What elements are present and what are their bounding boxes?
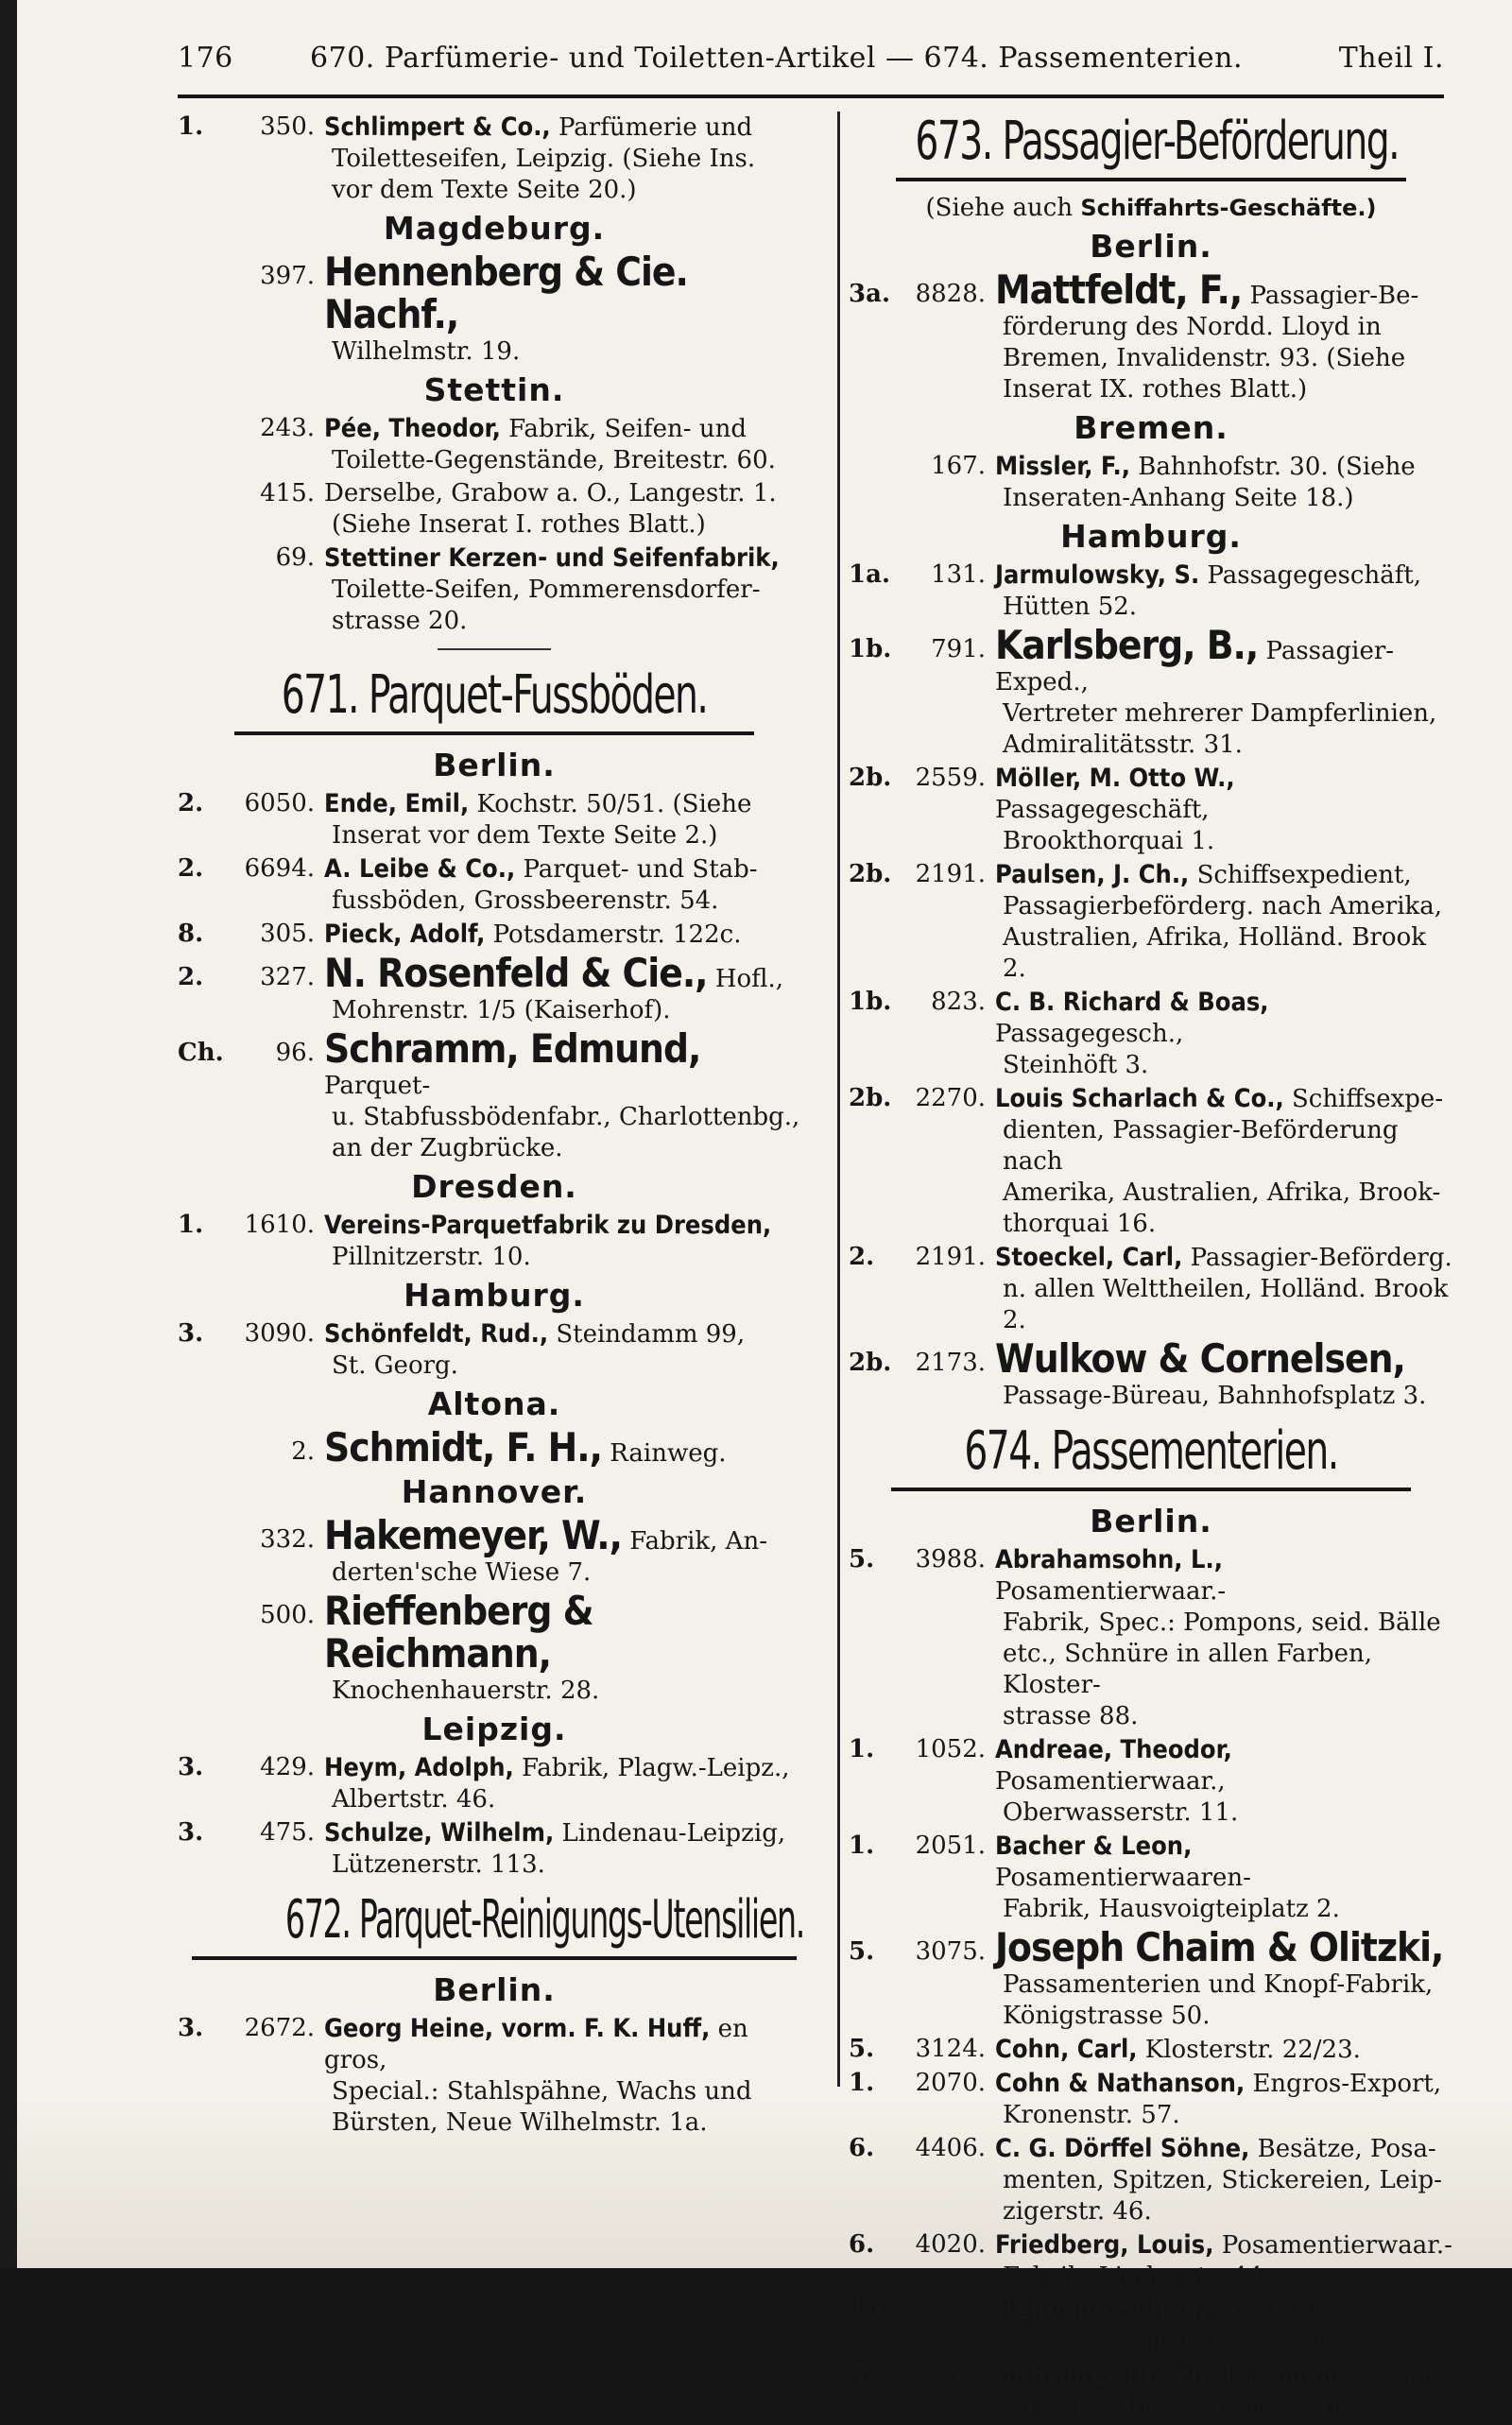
class-code: 3. <box>178 2014 204 2042</box>
list-item <box>178 1588 811 1707</box>
entry-desc: Fabrik, An- <box>629 1527 767 1556</box>
entry-number: 475. <box>260 1818 315 1847</box>
city-heading: Hamburg. <box>404 1277 585 1314</box>
list-item <box>178 1318 811 1382</box>
entry-line: Königstrasse 50. <box>1003 2002 1211 2030</box>
entry-desc: Parquet- <box>324 1072 431 1100</box>
city-heading: Hamburg. <box>1060 518 1242 555</box>
firm-name: C. B. Richard & Boas, <box>995 988 1269 1017</box>
class-code: 1b. <box>849 988 892 1016</box>
entry-line: Fabrik, Spec.: Pompons, seid. Bälle <box>1003 1608 1441 1637</box>
entry-line: Australien, Afrika, Holländ. Brook 2. <box>1003 923 1426 983</box>
entry-desc: Parfümerie und <box>558 113 753 142</box>
column-divider <box>837 112 840 2087</box>
left-column <box>178 112 811 2141</box>
entry-desc: Passagier-Be- <box>1249 282 1419 310</box>
class-code: 2b. <box>849 860 892 888</box>
entry-number: 3361. <box>915 2361 986 2389</box>
entry-line: strasse 88. <box>1003 1702 1139 1730</box>
section-heading: 672. Parquet-Reinigungs-Utensilien. <box>284 1889 804 1951</box>
firm-name: Mattfeldt, F., <box>995 267 1243 313</box>
page-header <box>178 42 1444 87</box>
entry-line: Toiletteseifen, Leipzig. (Siehe Ins. <box>332 145 756 173</box>
class-code: 1b. <box>849 635 892 663</box>
list-item <box>178 919 811 951</box>
firm-name: Pée, Theodor, <box>324 414 501 443</box>
class-code: 6. <box>849 2134 875 2162</box>
section-rule <box>234 731 754 735</box>
class-code: 3. <box>178 1818 204 1847</box>
entry-line: en gros, Hoher Steinweg 6/7. <box>1003 2393 1369 2421</box>
entry-number: 1052. <box>915 1735 986 1763</box>
list-item <box>849 2295 1453 2358</box>
entry-line: Steinhöft 3. <box>1003 1051 1149 1079</box>
entry-number: 3988. <box>915 1545 986 1574</box>
entry-line: vor dem Texte Seite 20.) <box>332 176 637 204</box>
entry-number: 397. <box>260 262 315 290</box>
entry-number: 6050. <box>244 789 315 817</box>
entry-line: Admiralitätsstr. 31. <box>1003 731 1243 759</box>
list-item <box>178 1752 811 1815</box>
firm-name: Andreae, Theodor, <box>995 1735 1232 1764</box>
firm-name: N. Rosenfeld & Cie., <box>324 950 708 996</box>
entry-number: 2173. <box>915 1349 986 1377</box>
entry-line: waaren en gros, Kronenstr. 32. <box>1003 2328 1389 2356</box>
firm-name: Paulsen, J. Ch., <box>995 860 1190 889</box>
city-heading: Hannover. <box>401 1473 588 1510</box>
city-heading: Leipzig. <box>421 1711 567 1747</box>
class-code: 5. <box>849 2035 875 2063</box>
entry-desc: Posamentierwaar. <box>1223 2362 1447 2390</box>
entry-number: 3090. <box>244 1319 315 1348</box>
entry-number: 96. <box>275 1039 315 1067</box>
entry-desc: Posamentierwaaren- <box>995 1864 1251 1892</box>
note-text: (Siehe auch <box>925 194 1074 222</box>
see-also-note <box>849 193 1453 224</box>
entry-number: 2672. <box>244 2014 315 2042</box>
list-item <box>849 1544 1453 1732</box>
entry-desc: Passagier-Exped., <box>995 637 1395 697</box>
list-item <box>849 559 1453 623</box>
entry-line: Passamenterien und Knopf-Fabrik, <box>1003 1970 1434 1999</box>
firm-name: Louis Scharlach & Co., <box>995 1084 1284 1113</box>
firm-name: Cohn, Carl, <box>995 2035 1138 2064</box>
firm-name: Georg Heine, vorm. F. K. Huff, <box>324 2014 711 2043</box>
firm-name: Vereins-Parquetfabrik zu Dresden, <box>324 1211 772 1240</box>
class-code: 3. <box>178 1319 204 1348</box>
entry-number: 2191. <box>915 1243 986 1271</box>
firm-name: Hakemeyer, W., <box>324 1512 622 1558</box>
entry-line: förderung des Nordd. Lloyd in <box>1003 313 1382 341</box>
header-rule <box>178 95 1444 98</box>
entry-number: 332. <box>260 1525 315 1554</box>
entry-number: 4020. <box>915 2230 986 2259</box>
entry-line: Toilette-Gegenstände, Breitestr. 60. <box>332 446 776 474</box>
entry-line: strasse 20. <box>332 607 468 635</box>
entry-desc: Derselbe, Grabow a. O., Langestr. 1. <box>324 479 777 507</box>
entry-line: Toilette-Seifen, Pommerensdorfer- <box>332 576 761 604</box>
entry-line: dienten, Passagier-Beförderung nach <box>1003 1116 1399 1176</box>
entry-desc: Posamentierwaar.- <box>1221 2231 1452 2260</box>
list-item <box>178 1817 811 1881</box>
list-item <box>849 451 1453 514</box>
entry-desc: Schiffsexpedient, <box>1196 861 1412 889</box>
entry-line: Vertreter mehrerer Dampferlinien, <box>1003 699 1437 728</box>
entry-desc: Lindenau-Leipzig, <box>561 1819 786 1848</box>
entry-number: 2191. <box>915 860 986 888</box>
entry-desc: Besätze, Posa- <box>1257 2135 1436 2163</box>
firm-name: Stoeckel, Carl, <box>995 1243 1183 1272</box>
entry-number: 305. <box>260 920 315 948</box>
list-item <box>178 413 811 476</box>
entry-desc: Hofl., <box>714 965 784 993</box>
firm-name: Ende, Emil, <box>324 789 470 818</box>
firm-name: Cohn & Nathanson, <box>995 2069 1246 2098</box>
list-item <box>178 1424 811 1470</box>
entry-number: 1610. <box>244 1211 315 1239</box>
list-item <box>849 1831 1453 1925</box>
entry-desc: Rainweg. <box>610 1439 727 1468</box>
class-code: 1a. <box>849 2296 890 2324</box>
class-code: 2b. <box>849 1084 892 1112</box>
list-item <box>178 853 811 917</box>
list-item <box>178 1025 811 1164</box>
entry-line: Mohrenstr. 1/5 (Kaiserhof). <box>332 996 671 1024</box>
entry-line: u. Stabfussbödenfabr., Charlottenbg., <box>332 1103 800 1131</box>
firm-name: Abrahamsohn, L., <box>995 1545 1223 1574</box>
firm-name: C. G. Dörffel Söhne, <box>995 2134 1250 2163</box>
section-heading: 674. Passementerien. <box>964 1420 1338 1482</box>
entry-line: Special.: Stahlspähne, Wachs und <box>332 2077 752 2106</box>
entry-number: 69. <box>275 543 315 572</box>
entry-line: etc., Schnüre in allen Farben, Kloster- <box>1003 1640 1372 1699</box>
entry-line: an der Zugbrücke. <box>332 1134 563 1162</box>
entry-desc: Bahnhofstr. 30. (Siehe <box>1138 453 1416 481</box>
list-item <box>178 542 811 637</box>
section-rule <box>891 1488 1411 1491</box>
city-heading: Magdeburg. <box>383 210 606 247</box>
list-item <box>849 2133 1453 2227</box>
entry-line: Fabrik, Lindenstr. 44 <box>1003 2262 1263 2291</box>
class-code: 6. <box>849 2230 875 2259</box>
entry-number: 131. <box>931 560 986 589</box>
right-column <box>849 112 1453 2425</box>
entry-desc: Kochstr. 50/51. (Siehe <box>476 790 752 818</box>
class-code: 5. <box>849 1545 875 1574</box>
entry-line: zigerstr. 46. <box>1003 2197 1152 2226</box>
entry-number: 243. <box>260 414 315 442</box>
class-code: 2b. <box>849 1349 892 1377</box>
firm-name: Möller, M. Otto W., <box>995 764 1235 793</box>
list-item <box>849 1734 1453 1829</box>
entry-desc: Fabrik, Plagw.-Leipz., <box>522 1754 790 1782</box>
entry-line: Bremen, Invalidenstr. 93. (Siehe <box>1003 344 1406 372</box>
entry-number: 2070. <box>915 2069 986 2097</box>
entry-line: Inserat IX. rothes Blatt.) <box>1003 375 1308 404</box>
entry-desc: Passagegeschäft, <box>995 796 1210 824</box>
firm-name: A. Leibe & Co., <box>324 854 516 884</box>
entry-line: Albertstr. 46. <box>332 1785 496 1814</box>
list-item <box>849 1335 1453 1412</box>
list-item <box>178 112 811 206</box>
entry-line: Wilhelmstr. 19. <box>332 337 521 366</box>
list-item <box>849 1083 1453 1240</box>
entry-line: Hütten 52. <box>1003 593 1138 621</box>
entry-line: n. allen Welttheilen, Holländ. Brook 2. <box>1003 1275 1449 1334</box>
firm-name: Gebrüder Hirsch, <box>995 2361 1216 2390</box>
section-heading: 673. Passagier-Beförderung. <box>915 111 1400 172</box>
class-code: Ch. <box>178 1039 224 1067</box>
list-item <box>178 1512 811 1589</box>
entry-number: 2270. <box>915 1084 986 1112</box>
entry-line: (Siehe Inserat I. rothes Blatt.) <box>332 510 706 539</box>
entry-line: Brookthorquai 1. <box>1003 827 1215 855</box>
class-code: 2. <box>178 963 204 991</box>
firm-name: Wulkow & Cornelsen, <box>995 1335 1405 1382</box>
entry-line: Passagierbeförderg. nach Amerika, <box>1003 892 1443 920</box>
entry-desc: Passagegesch., <box>995 1020 1184 1048</box>
list-item <box>849 2034 1453 2066</box>
class-code: 1. <box>849 1832 875 1860</box>
firm-name: Missler, F., <box>995 452 1131 481</box>
entry-line: Kronenstr. 57. <box>1003 2101 1180 2129</box>
entry-number: 167. <box>931 452 986 480</box>
city-heading: Altona. <box>427 1385 561 1422</box>
entry-line: Amerika, Australien, Afrika, Brook- <box>1003 1178 1441 1207</box>
list-item <box>178 251 811 368</box>
entry-number: 350. <box>260 112 315 141</box>
entry-line: Fabrik, Hausvoigteiplatz 2. <box>1003 1895 1340 1923</box>
entry-line: St. Georg. <box>332 1351 458 1380</box>
entry-number: 3124. <box>915 2035 986 2063</box>
class-code: 1. <box>178 1211 204 1239</box>
class-code: 1. <box>849 1735 875 1763</box>
entry-number: 6694. <box>244 854 315 883</box>
entry-desc: Steindamm 99, <box>556 1320 746 1349</box>
firm-name: Schönfeldt, Rud., <box>324 1319 549 1349</box>
entry-number: 7527. <box>915 2296 986 2324</box>
entry-desc: en gros, <box>324 2015 748 2074</box>
city-heading: Berlin. <box>433 1971 556 2008</box>
entry-desc: Klosterstr. 22/23. <box>1144 2036 1361 2064</box>
entry-number: 4406. <box>915 2134 986 2162</box>
firm-name: Schlimpert & Co., <box>324 112 551 142</box>
city-heading: Stettin. <box>423 371 565 408</box>
page-number: 176 <box>178 42 233 75</box>
entry-line: thorquai 16. <box>1003 1210 1157 1238</box>
list-item <box>849 2360 1453 2423</box>
firm-name: Hennenberg & Cie. Nachf., <box>324 249 688 337</box>
firm-name: Schramm, Edmund, <box>324 1025 701 1072</box>
city-heading: Dresden. <box>411 1168 577 1205</box>
entry-number: 8828. <box>915 280 986 308</box>
entry-line: Inserat vor dem Texte Seite 2.) <box>332 821 718 850</box>
city-heading: Berlin. <box>1090 1503 1212 1539</box>
list-item <box>849 269 1453 405</box>
entry-line: Oberwasserstr. 11. <box>1003 1798 1239 1827</box>
class-code: 3a. <box>849 280 890 308</box>
entry-number: 429. <box>260 1753 315 1781</box>
entry-desc: Engros-Export, <box>1252 2070 1442 2098</box>
entry-line: Bürsten, Neue Wilhelmstr. 1a. <box>332 2108 708 2137</box>
list-item <box>849 763 1453 857</box>
entry-number: 3075. <box>915 1937 986 1966</box>
firm-name: Friedberg, Louis, <box>995 2230 1214 2260</box>
entry-desc: Schiffsexpe- <box>1291 1085 1444 1113</box>
class-code: 1a. <box>849 560 890 589</box>
class-code: 3. <box>178 1753 204 1781</box>
class-code: 5. <box>849 2361 875 2389</box>
entry-number: 500. <box>260 1601 315 1629</box>
entry-desc: Posamentierwaar., <box>995 1767 1226 1796</box>
separator-rule <box>438 648 551 650</box>
entry-line: fussböden, Grossbeerenstr. 54. <box>332 886 719 915</box>
list-item <box>849 1242 1453 1336</box>
firm-name: Joseph Chaim & Olitzki, <box>995 1924 1444 1970</box>
entry-line: Knochenhauerstr. 28. <box>332 1677 600 1705</box>
entry-desc: Passagegeschäft, <box>1207 561 1422 590</box>
firm-name: Jarmulowsky, S. <box>995 560 1200 590</box>
entry-desc: Passagier-Beförderg. <box>1190 1244 1452 1272</box>
part-label: Theil I. <box>1338 42 1444 75</box>
section-rule <box>192 1956 797 1960</box>
entry-desc: Posamentier-Kurz- <box>1214 2296 1446 2325</box>
entry-number: 415. <box>260 479 315 507</box>
list-item <box>849 2229 1453 2293</box>
list-item <box>178 1210 811 1273</box>
entry-line: derten'sche Wiese 7. <box>332 1558 592 1587</box>
entry-number: 791. <box>931 635 986 663</box>
city-heading: Berlin. <box>1090 228 1212 265</box>
firm-name: Rieffenberg & Reichmann, <box>324 1588 593 1677</box>
class-code: 1. <box>849 2069 875 2097</box>
entry-desc: Posamentierwaar.- <box>995 1577 1227 1606</box>
firm-name: Bacher & Leon, <box>995 1832 1193 1861</box>
section-rule <box>896 178 1406 181</box>
entry-number: 2559. <box>915 764 986 792</box>
entry-line: Lützenerstr. 113. <box>332 1850 545 1879</box>
class-code: 1. <box>178 112 204 141</box>
list-item <box>178 2013 811 2139</box>
class-code: 2. <box>178 789 204 817</box>
firm-name: Schmidt, F. H., <box>324 1424 602 1470</box>
entry-number: 2. <box>291 1437 315 1466</box>
city-heading: Berlin. <box>433 747 556 783</box>
firm-name: Schulze, Wilhelm, <box>324 1818 555 1848</box>
entry-desc: Potsdamerstr. 122c. <box>492 920 742 949</box>
entry-number: 327. <box>260 963 315 991</box>
class-code: 8. <box>178 920 204 948</box>
running-title: 670. Parfümerie- und Toiletten-Artikel — 674. Passementerien. <box>310 42 1244 75</box>
list-item <box>178 478 811 541</box>
entry-number: 2051. <box>915 1832 986 1860</box>
entry-line: menten, Spitzen, Stickereien, Leip- <box>1003 2166 1442 2194</box>
section-heading: 671. Parquet-Fussböden. <box>281 664 708 726</box>
list-item <box>849 987 1453 1081</box>
entry-line: Passage-Büreau, Bahnhofsplatz 3. <box>1003 1382 1427 1410</box>
note-reference: Schiffahrts-Geschäfte.) <box>1080 195 1377 221</box>
entry-line: Pillnitzerstr. 10. <box>332 1243 531 1271</box>
entry-desc: Fabrik, Seifen- und <box>508 415 747 443</box>
firm-name: Karlsberg, B., <box>995 622 1259 668</box>
entry-desc: Parquet- und Stab- <box>523 855 758 884</box>
class-code: 2b. <box>849 764 892 792</box>
list-item <box>849 1924 1453 2032</box>
firm-name: Heym, Adolph, <box>324 1753 514 1782</box>
list-item <box>849 859 1453 985</box>
entry-line: Inseraten-Anhang Seite 18.) <box>1003 484 1354 512</box>
list-item <box>178 950 811 1026</box>
firm-name: Stettiner Kerzen- und Seifenfabrik, <box>324 543 780 573</box>
firm-name: Heimann Söhne, <box>995 2296 1208 2325</box>
class-code: 5. <box>849 1937 875 1966</box>
city-heading: Bremen. <box>1074 409 1228 446</box>
class-code: 2. <box>849 1243 875 1271</box>
list-item <box>849 2068 1453 2131</box>
list-item <box>178 788 811 851</box>
list-item <box>849 622 1453 761</box>
class-code: 2. <box>178 854 204 883</box>
entry-number: 823. <box>931 988 986 1016</box>
firm-name: Pieck, Adolf, <box>324 920 486 949</box>
